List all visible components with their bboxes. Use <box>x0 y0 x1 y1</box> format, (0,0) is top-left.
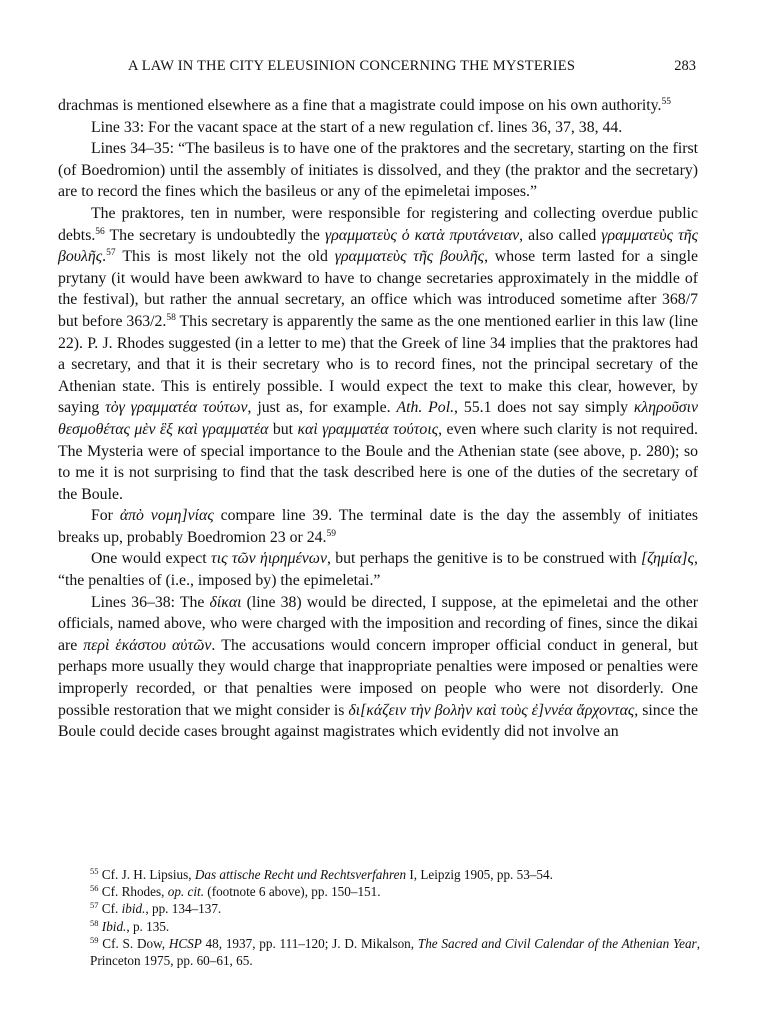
greek-text: [ζημία]ς <box>641 550 695 568</box>
italic-text: Ath. Pol. <box>396 399 455 417</box>
text-run: Line 33: For the vacant space at the start of a new regulation cf. lines 36, 37, 38, 44. <box>91 118 623 136</box>
text-run: 48, 1937, pp. 111–120; J. D. Mikalson, <box>201 935 418 951</box>
footnote <box>90 918 700 935</box>
text-run: but <box>268 420 298 438</box>
text-run: Cf. J. H. Lipsius, <box>101 867 195 882</box>
paragraph <box>58 592 698 743</box>
text-run: Lines 34–35: “The basileus is to have one of the praktores and the secretary, starting on the first (of Boedromion) until the assembly of initiates is dissolved, and they (the praktor and the secretary) are to record the fines which the basileus or any of the epimeletai imposes.” <box>58 140 698 201</box>
text-run: (line 38) would be directed, I suppose, at the epimeletai and the other officials, named above, who were charged with the imposition and recording of fines, since the dikai are <box>58 593 698 654</box>
italic-text: Das attische Recht und Rechtsverfahren <box>194 867 407 882</box>
text-run: One would expect <box>91 550 212 568</box>
footnote-ref[interactable]: 55 <box>661 97 671 107</box>
text-run: , p. 135. <box>126 918 170 934</box>
greek-text: γραμματεὺς τῆς βουλῆς <box>334 248 485 266</box>
italic-text: The Sacred and Civil Calendar of the Athenian Year <box>417 935 697 951</box>
running-header <box>128 58 696 80</box>
footnote-ref[interactable]: 59 <box>326 528 337 539</box>
text-run: Lines 36–38: The <box>91 593 210 611</box>
paragraph <box>58 138 698 203</box>
greek-text: περὶ ἑκάστου αὐτῶν <box>83 636 212 654</box>
text-run: , since the Boule could decide cases brought against magistrates which evidently did not involve an <box>58 701 699 741</box>
footnote <box>90 883 700 900</box>
text-run: Cf. <box>101 901 122 917</box>
text-run: , whose term lasted for a single prytany (it would have been awkward to have to change secretaries approximately in the middle of the festival), but rather the annual secretary, an office which was introduced sometime after 368/7 but before 363/2. <box>58 248 698 330</box>
text-run: Cf. Rhodes, <box>101 884 168 900</box>
text-run: The praktores, ten in number, were responsible for registering and collecting overdue public debts. <box>58 204 698 244</box>
greek-text: δι[κάζειν τὴν βολὴν καὶ τοὺς ἐ]ννέα ἄρχοντας <box>348 701 635 719</box>
text-run: (footnote 6 above), pp. 150–151. <box>204 884 381 900</box>
footnote <box>90 900 700 917</box>
footnote-number: 55 <box>90 866 99 876</box>
footnote-number: 57 <box>90 900 99 911</box>
text-run: , 55.1 does not say simply <box>454 399 634 417</box>
paragraph <box>58 117 698 139</box>
greek-text: καὶ γραμματέα τούτοις <box>297 420 439 438</box>
greek-text: γραμματεὺς ὁ κατὰ πρυτάνειαν <box>324 226 520 244</box>
paragraph <box>58 505 698 548</box>
italic-text: ibid. <box>121 901 146 917</box>
body-text <box>58 95 698 743</box>
text-run: , “the penalties of (i.e., imposed by) the epimeletai.” <box>58 550 698 590</box>
footnote-ref[interactable]: 56 <box>95 226 105 237</box>
paragraph <box>58 203 698 505</box>
footnote-ref[interactable]: 57 <box>106 248 116 259</box>
text-run: This secretary is apparently the same as the one mentioned earlier in this law (line 22). P. J. Rhodes suggested (in a letter to me) that the Greek of line 34 implies that the praktores had a secretary, and that it is their secretary who is to record fines, not the principal secretary of the Athenian state. This is entirely possible. I would expect the text to make this clear, however, by saying <box>58 312 699 417</box>
text-run: , just as, for example. <box>247 399 397 417</box>
text-run: The secretary is undoubtedly the <box>104 226 325 244</box>
text-run: This is most likely not the old <box>115 248 335 266</box>
text-run: , also called <box>519 226 602 244</box>
footnotes <box>90 866 700 969</box>
italic-text: op. cit. <box>167 884 204 900</box>
greek-text: κληροῦσιν θεσμοθέτας μὲν ἓξ καὶ γραμματέα <box>58 399 698 438</box>
footnote <box>90 866 700 883</box>
text-run: . <box>102 248 107 266</box>
text-run: . The accusations would concern improper official conduct in general, but perhaps more usually they would charge that inappropriate penalties were imposed or penalties were improperly recorded, or that penalties were imposed on people who were not disorderly. One possible restoration that we might consider is <box>58 636 699 719</box>
page-number: 283 <box>674 58 696 74</box>
greek-text: ἀπὸ νομη]νίας <box>119 507 214 525</box>
text-run: , Princeton 1975, pp. 60–61, 65. <box>90 935 700 969</box>
paragraph <box>58 95 698 117</box>
text-run: For <box>91 507 120 525</box>
greek-text: τις τῶν ἡιρημένων <box>211 550 327 568</box>
footnote-number: 58 <box>90 917 99 928</box>
running-title: A LAW IN THE CITY ELEUSINION CONCERNING THE MYSTERIES <box>128 58 576 74</box>
footnote-number: 56 <box>90 883 99 894</box>
italic-text: HCSP <box>168 935 202 951</box>
text-run: drachmas is mentioned elsewhere as a fine that a magistrate could impose on his own authority. <box>58 97 662 114</box>
text-run: Cf. S. Dow, <box>102 935 169 951</box>
footnote-number: 59 <box>90 934 99 945</box>
text-run: I, Leipzig 1905, pp. 53–54. <box>406 867 553 882</box>
paragraph <box>58 548 698 591</box>
text-run: , even where such clarity is not required. The Mysteria were of special importance to the Boule and the Athenian state (see above, p. 280); so to me it is not surprising to find that the task described here is one of the duties of the secretary of the Boule. <box>58 420 698 503</box>
footnote-ref[interactable]: 58 <box>166 312 176 323</box>
greek-text: δίκαι <box>209 593 242 611</box>
footnote <box>90 935 700 969</box>
greek-text: γραμματεὺς τῆς βουλῆς <box>58 226 698 266</box>
greek-text: τὸγ γραμματέα τούτων <box>105 399 248 417</box>
text-run: compare line 39. The terminal date is the day the assembly of initiates breaks up, probably Boedromion 23 or 24. <box>58 507 698 546</box>
text-run: , but perhaps the genitive is to be construed with <box>326 550 641 568</box>
italic-text: Ibid. <box>101 918 127 934</box>
text-run: , pp. 134–137. <box>145 901 222 917</box>
